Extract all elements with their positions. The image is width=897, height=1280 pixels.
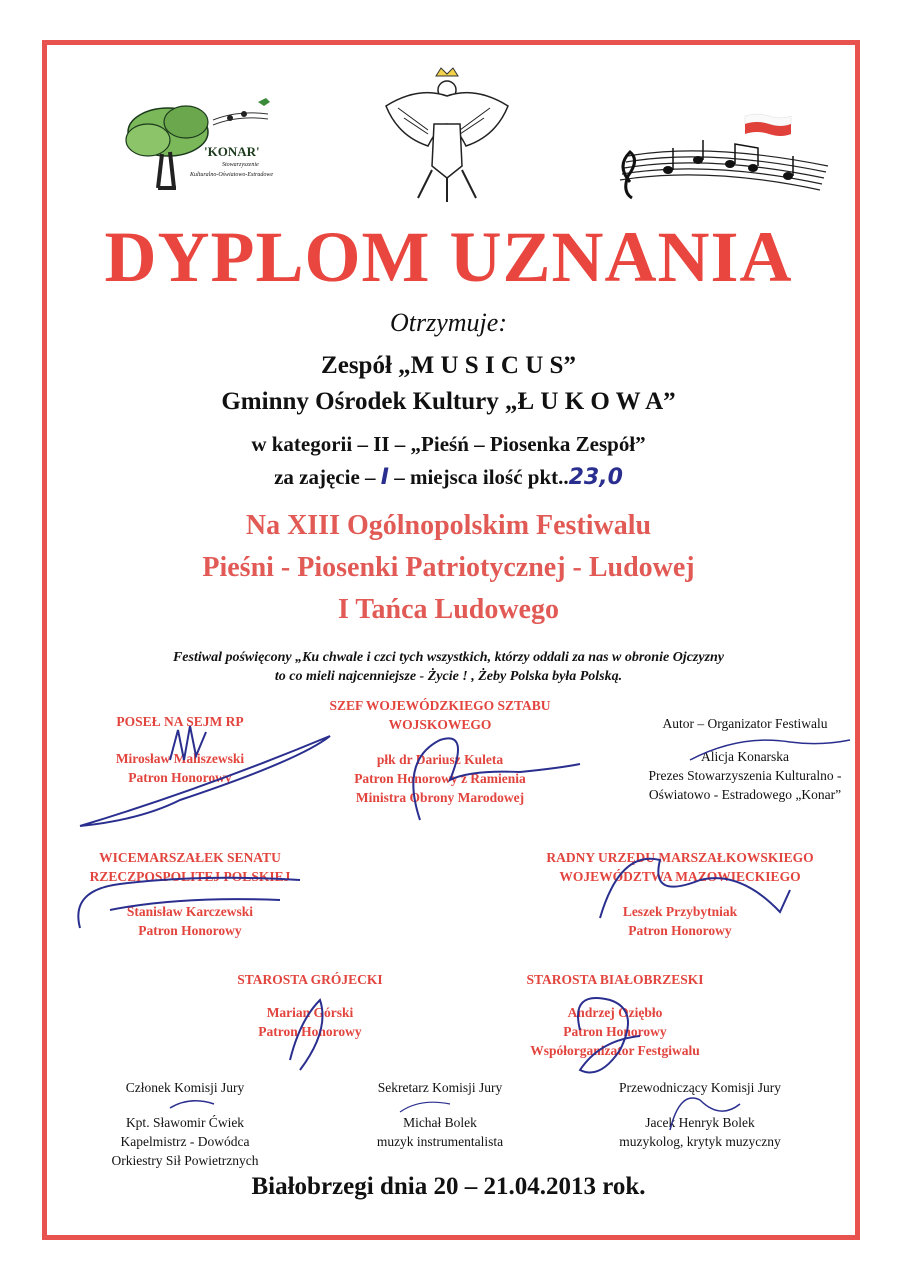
czlonek-title: Członek Komisji Jury <box>125 1080 245 1095</box>
wicemarszalek-title1: WICEMARSZAŁEK SENATU <box>99 850 281 865</box>
place-value: I <box>380 465 389 490</box>
szef-title2: WOJSKOWEGO <box>388 717 492 732</box>
otrzymuje-label: Otrzymuje: <box>390 308 507 337</box>
radny-title1: RADNY URZĘDU MARSZAŁKOWSKIEGO <box>546 850 814 865</box>
autor-role2: Oświatowo - Estradowego „Konar” <box>648 787 842 802</box>
wicemarszalek-name: Stanisław Karczewski <box>126 904 254 919</box>
place-prefix: za zajęcie – <box>274 465 376 489</box>
posel-signature <box>80 736 330 826</box>
szef-name: płk dr Dariusz Kuleta <box>376 752 504 767</box>
radny-name: Leszek Przybytniak <box>622 904 738 919</box>
festival-line2: Pieśni - Piosenki Patriotycznej - Ludowej <box>202 552 695 583</box>
przewodniczacy-role: muzykolog, krytyk muzyczny <box>619 1134 781 1149</box>
category-line: w kategorii – II – „Pieśń – Piosenka Zespół” <box>251 432 646 456</box>
autor-name: Alicja Konarska <box>700 749 790 764</box>
starosta-bialobrzeski-role1: Patron Honorowy <box>563 1024 667 1039</box>
footer-date: Białobrzegi dnia 20 – 21.04.2013 rok. <box>251 1173 646 1200</box>
przewodniczacy-signature <box>670 1098 740 1130</box>
przewodniczacy-title: Przewodniczący Komisji Jury <box>619 1080 781 1095</box>
posel-signature-part <box>170 726 206 760</box>
bialobrzeski-signature <box>578 998 640 1073</box>
festival-line3: I Tańca Ludowego <box>338 594 559 625</box>
motto-line2: to co mieli najcenniejsze - Życie ! , Żeby Polska była Polską. <box>274 669 623 684</box>
posel-role: Patron Honorowy <box>128 770 232 785</box>
przewodniczacy-name: Jacek Henryk Bolek <box>645 1115 755 1130</box>
szef-role2: Ministra Obrony Marodowej <box>355 790 525 805</box>
starosta-bialobrzeski-name: Andrzej Oziębło <box>567 1005 663 1020</box>
starosta-bialobrzeski-role2: Współorganizator Festgiwalu <box>530 1043 700 1058</box>
logo-name: 'KONAR' <box>204 144 260 159</box>
starosta-grojecki-title: STAROSTA GRÓJECKI <box>237 972 383 987</box>
autor-role1: Prezes Stowarzyszenia Kulturalno - <box>648 768 842 783</box>
radny-role: Patron Honorowy <box>628 923 732 938</box>
logo-sub1: Stowarzyszenie <box>222 162 259 168</box>
recipient-ensemble: Zespół „M U S I C U S” <box>321 352 576 379</box>
czlonek-name: Kpt. Sławomir Ćwiek <box>125 1115 245 1130</box>
czlonek-signature <box>170 1101 214 1108</box>
place-suffix: – miejsca ilość pkt.. <box>394 465 569 489</box>
grojecki-signature <box>290 1000 323 1070</box>
sekretarz-role: muzyk instrumentalista <box>376 1134 504 1149</box>
sekretarz-signature <box>400 1102 450 1112</box>
logo-sub2: Kulturalno-Oświatowo-Estradowe <box>190 172 274 178</box>
points-value: 23,0 <box>568 465 623 490</box>
szef-role1: Patron Honorowy z Ramienia <box>354 771 526 786</box>
starosta-grojecki-name: Marian Górski <box>266 1005 354 1020</box>
starosta-bialobrzeski-title: STAROSTA BIAŁOBRZESKI <box>526 972 704 987</box>
starosta-grojecki-role: Patron Honorowy <box>258 1024 362 1039</box>
festival-line1: Na XIII Ogólnopolskim Festiwalu <box>245 510 652 541</box>
autor-signature <box>690 740 850 760</box>
czlonek-role2: Orkiestry Sił Powietrznych <box>111 1153 259 1168</box>
radny-signature <box>600 859 790 918</box>
szef-title1: SZEF WOJEWÓDZKIEGO SZTABU <box>329 698 551 713</box>
sekretarz-name: Michał Bolek <box>403 1115 477 1130</box>
wicemarszalek-title2: RZECZPOSPOLITEJ POLSKIEJ <box>89 869 291 884</box>
szef-signature <box>413 738 580 820</box>
posel-title: POSEŁ NA SEJM RP <box>116 714 244 729</box>
motto-line1: Festiwal poświęcony „Ku chwale i czci tych wszystkich, którzy oddali za nas w obronie Ojczyzny <box>172 650 725 665</box>
recipient-institution: Gminny Ośrodek Kultury „Ł U K O W A” <box>221 388 676 415</box>
wicemarszalek-role: Patron Honorowy <box>138 923 242 938</box>
page-title: DYPLOM UZNANIA <box>104 217 793 297</box>
sekretarz-title: Sekretarz Komisji Jury <box>377 1080 503 1095</box>
radny-title2: WOJEWÓDZTWA MAZOWIECKIEGO <box>559 869 801 884</box>
posel-name: Mirosław Maliszewski <box>115 751 245 766</box>
wicemarszalek-signature <box>78 878 300 928</box>
autor-title: Autor – Organizator Festiwalu <box>662 716 828 731</box>
czlonek-role1: Kapelmistrz - Dowódca <box>120 1134 250 1149</box>
